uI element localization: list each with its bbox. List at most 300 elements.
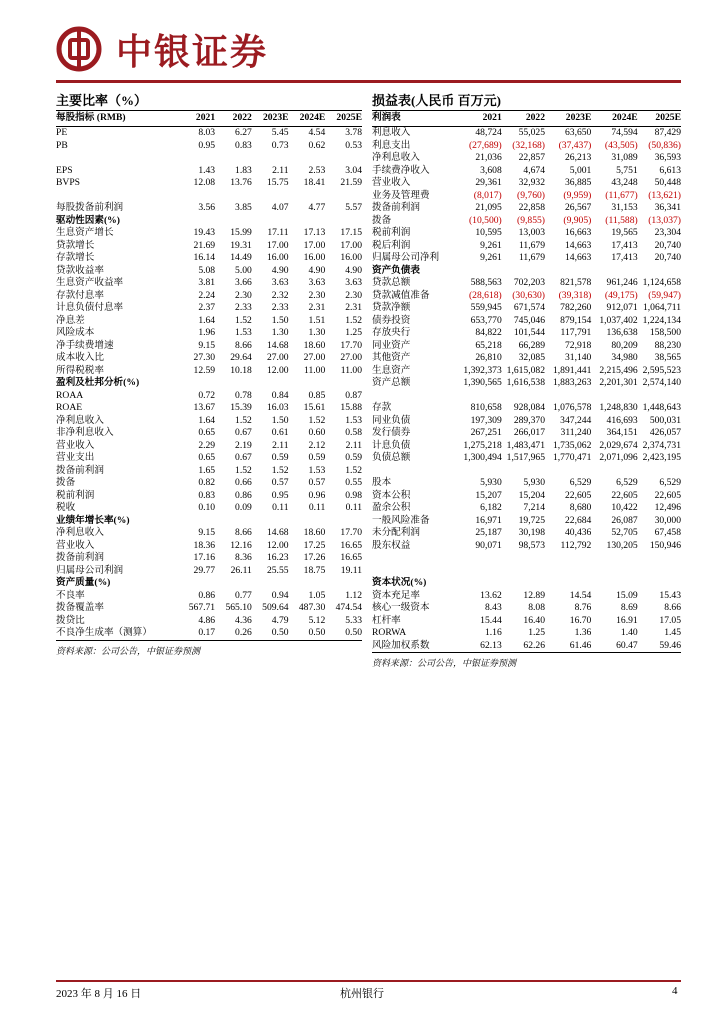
cell-value: 20,740 <box>654 252 681 263</box>
cell-value: 2022 <box>215 111 252 127</box>
cell-value: 55,025 <box>518 127 546 138</box>
table-row <box>56 527 362 540</box>
table-row <box>372 327 681 340</box>
cell-value: 928,084 <box>513 402 546 413</box>
footer-date: 2023 年 8 月 16 日 <box>56 988 142 1000</box>
row-label: 拨备前利润 <box>56 552 104 563</box>
cell-value: 4.90 <box>271 264 289 276</box>
cell-value: 2,374,731 <box>642 439 681 451</box>
table-row <box>56 265 362 278</box>
row-label: 成本收入比 <box>56 352 104 363</box>
cell-value: 2,595,523 <box>642 364 681 376</box>
cell-value: 0.26 <box>215 627 252 640</box>
cell-value: 961,246 <box>606 277 638 288</box>
cell-value: (27,689) <box>468 139 502 151</box>
table-row <box>372 402 681 415</box>
cell-value: 27.00 <box>266 352 289 363</box>
section-heading-row <box>56 215 362 228</box>
cell-value: 0.59 <box>271 452 289 463</box>
cell-value: 5,930 <box>523 477 546 488</box>
cell-value: 16.65 <box>340 539 362 551</box>
cell-value: 1.52 <box>235 314 252 326</box>
cell-value: 12.00 <box>266 539 289 551</box>
cell-value: 2,574,140 <box>642 377 681 388</box>
cell-value: 20,740 <box>654 239 681 251</box>
table-row <box>56 252 362 265</box>
row-label: ROAA <box>56 389 84 401</box>
cell-value: 15.75 <box>266 177 289 188</box>
table-row <box>372 515 681 528</box>
cell-value: 18.60 <box>303 527 326 538</box>
table-row <box>372 290 681 303</box>
cell-value: 1.05 <box>308 589 326 601</box>
cell-value: 29.64 <box>230 352 252 363</box>
row-label: 拨贷比 <box>56 614 85 626</box>
cell-value: 0.17 <box>178 627 215 640</box>
row-label: 同业资产 <box>372 339 411 351</box>
cell-value: 1.50 <box>271 314 289 326</box>
cell-value: 879,154 <box>560 314 592 326</box>
table-row <box>56 540 362 553</box>
table-row <box>56 227 362 240</box>
section-heading: 资产质量(%) <box>56 577 111 588</box>
cell-value: 0.94 <box>271 589 289 601</box>
cell-value: 1.43 <box>198 164 216 176</box>
cell-value: 0.77 <box>235 589 252 601</box>
cell-value: 16.00 <box>340 252 362 263</box>
cell-value: 3.85 <box>235 202 252 213</box>
cell-value: (9,959) <box>563 189 592 201</box>
cell-value: 3.63 <box>271 277 289 288</box>
cell-value: 0.95 <box>198 139 216 151</box>
cell-value: 559,945 <box>470 302 502 313</box>
section-heading-row <box>372 577 681 590</box>
cell-value: 4.77 <box>308 202 326 213</box>
cell-value: 16,663 <box>564 227 592 238</box>
cell-value: 5.12 <box>308 614 326 626</box>
cell-value: 12.16 <box>230 539 252 551</box>
cell-value: 13.76 <box>230 177 252 188</box>
row-label: 资本公积 <box>372 489 411 501</box>
cell-value: 22,605 <box>564 489 592 501</box>
row-label: 核心一级资本 <box>372 602 430 613</box>
cell-value: 0.53 <box>345 139 362 151</box>
cell-value: 80,209 <box>611 339 638 351</box>
cell-value: 16.14 <box>193 252 216 263</box>
cell-value: 702,203 <box>513 277 546 288</box>
cell-value: 27.00 <box>340 352 362 363</box>
cell-value: 4.79 <box>271 614 289 626</box>
cell-value: 8.03 <box>198 127 216 138</box>
cell-value: 17.26 <box>303 552 326 563</box>
cell-value: 3,608 <box>480 164 502 176</box>
cell-value: 500,031 <box>649 414 681 426</box>
cell-value: 1.51 <box>308 314 326 326</box>
row-label: 资本充足率 <box>372 589 420 601</box>
cell-value: 17.05 <box>659 614 681 626</box>
cell-value: 21,036 <box>475 152 502 163</box>
section-heading: 资产负债表 <box>372 264 420 276</box>
cell-value: 15.99 <box>230 227 252 238</box>
table-row <box>56 402 362 415</box>
section-heading: 盈利及杜邦分析(%) <box>56 377 140 388</box>
cell-value: 3.63 <box>345 277 362 288</box>
cell-value: 2.30 <box>235 289 252 301</box>
cell-value: 16.91 <box>616 614 638 626</box>
cell-value: 90,071 <box>475 539 502 551</box>
cell-value: 567.71 <box>188 602 216 613</box>
cell-value: 588,563 <box>470 277 502 288</box>
income-panel <box>372 92 681 669</box>
cell-value: 11,679 <box>518 252 546 263</box>
cell-value: 1,037,402 <box>599 314 638 326</box>
row-label: 每股指标 (RMB) <box>56 111 178 127</box>
cell-value: 9.15 <box>198 527 216 538</box>
cell-value: 2.19 <box>235 439 252 451</box>
cell-value: 12.00 <box>266 364 289 376</box>
table-row <box>372 477 681 490</box>
cell-value: 31,089 <box>611 152 638 163</box>
cell-value: 17.00 <box>340 239 362 251</box>
cell-value: 23,304 <box>654 227 681 238</box>
cell-value: 16.03 <box>266 402 289 413</box>
cell-value: 15,207 <box>475 489 502 501</box>
cell-value: 2.11 <box>272 439 289 451</box>
cell-value: 6.27 <box>235 127 252 138</box>
cell-value: 4,674 <box>523 164 546 176</box>
cell-value: 31,140 <box>564 352 592 363</box>
cell-value: 0.83 <box>198 489 216 501</box>
cell-value: 1.53 <box>345 414 362 426</box>
row-label: 生息资产收益率 <box>56 277 124 288</box>
table-row <box>56 302 362 315</box>
cell-value: 38,565 <box>654 352 681 363</box>
table-row <box>372 340 681 353</box>
cell-value: 1.52 <box>235 414 252 426</box>
row-label: 未分配利润 <box>372 527 420 538</box>
cell-value: 2.29 <box>198 439 216 451</box>
table-row <box>372 140 681 153</box>
cell-value: 0.87 <box>345 389 362 401</box>
cell-value: 25,187 <box>475 527 502 538</box>
cell-value: 13,003 <box>518 227 546 238</box>
table-row <box>372 440 681 453</box>
cell-value: 1.53 <box>308 464 326 476</box>
cell-value: 1,248,830 <box>599 402 638 413</box>
row-label: 生息资产增长 <box>56 227 114 238</box>
cell-value: 1.25 <box>345 327 362 338</box>
cell-value: 2021 <box>459 111 502 127</box>
row-label: 不良率 <box>56 589 85 601</box>
table-row <box>56 140 362 153</box>
row-label: ROAE <box>56 402 83 413</box>
cell-value: 65,218 <box>475 339 502 351</box>
cell-value: 1,616,538 <box>506 377 546 388</box>
cell-value: 0.11 <box>308 502 326 513</box>
cell-value: 1.52 <box>308 414 326 426</box>
cell-value: 1,735,062 <box>552 439 592 451</box>
cell-value: 22,605 <box>654 489 681 501</box>
table-row <box>372 452 681 465</box>
cell-value: 2.11 <box>345 439 362 451</box>
cell-value: 11,679 <box>518 239 546 251</box>
cell-value: 17,413 <box>611 252 638 263</box>
cell-value: 1,390,565 <box>463 377 502 388</box>
table-row <box>56 590 362 603</box>
cell-value: 8.66 <box>235 339 252 351</box>
cell-value: (37,437) <box>558 139 592 151</box>
cell-value: 2.30 <box>308 289 326 301</box>
cell-value: 32,932 <box>518 177 546 188</box>
cell-value: 821,578 <box>560 277 592 288</box>
cell-value: (10,500) <box>468 214 502 226</box>
cell-value: (11,677) <box>605 189 638 201</box>
cell-value: 10,422 <box>611 502 638 513</box>
table-row <box>372 165 681 178</box>
cell-value: 1.52 <box>235 464 252 476</box>
cell-value: 0.57 <box>271 477 289 488</box>
table-row <box>56 240 362 253</box>
cell-value: (30,630) <box>512 289 546 301</box>
cell-value: 0.60 <box>308 427 326 438</box>
table-row <box>56 202 362 215</box>
cell-value: 2,201,301 <box>599 377 638 388</box>
table-row <box>56 440 362 453</box>
cell-value: 136,638 <box>606 327 638 338</box>
cell-value: 4.36 <box>235 614 252 626</box>
cell-value: (43,505) <box>604 139 638 151</box>
cell-value: 289,370 <box>513 414 546 426</box>
cell-value: 30,198 <box>518 527 546 538</box>
cell-value: 59.46 <box>638 640 681 653</box>
cell-value: 1,224,134 <box>642 314 681 326</box>
row-label: RORWA <box>372 627 407 638</box>
cell-value: 14.68 <box>266 527 289 538</box>
cell-value: 88,230 <box>654 339 681 351</box>
row-label: 资产总额 <box>372 377 411 388</box>
row-label: 净利息收入 <box>56 414 104 426</box>
page-header <box>56 26 681 76</box>
cell-value: 347,244 <box>560 414 592 426</box>
cell-value: 1,615,082 <box>506 364 546 376</box>
cell-value: 2022 <box>502 111 545 127</box>
cell-value: 0.96 <box>308 489 326 501</box>
cell-value: 17.00 <box>266 239 289 251</box>
cell-value: 19.43 <box>193 227 216 238</box>
cell-value: 5,751 <box>616 164 638 176</box>
cell-value: 1,883,263 <box>552 377 592 388</box>
cell-value: 4.07 <box>271 202 289 213</box>
table-row <box>372 602 681 615</box>
cell-value: 0.83 <box>235 139 252 151</box>
cell-value: 14.49 <box>230 252 252 263</box>
table-row <box>56 452 362 465</box>
cell-value: 1.83 <box>235 164 252 176</box>
section-heading-row <box>56 515 362 528</box>
cell-value: 1,275,218 <box>463 439 502 451</box>
row-label: 税前利润 <box>56 489 95 501</box>
cell-value: 2.12 <box>308 439 326 451</box>
cell-value: 1,124,658 <box>642 277 681 288</box>
cell-value: 43,248 <box>611 177 638 188</box>
section-heading-row <box>372 265 681 278</box>
table-row <box>372 277 681 290</box>
table-row <box>56 127 362 140</box>
row-label: 净利息收入 <box>372 152 420 163</box>
cell-value: 72,918 <box>564 339 592 351</box>
cell-value: 0.59 <box>308 452 326 463</box>
cell-value: 26,213 <box>564 152 592 163</box>
table-row <box>56 327 362 340</box>
cell-value: 5.00 <box>235 264 252 276</box>
table-row <box>372 615 681 628</box>
cell-value: 0.86 <box>235 489 252 501</box>
cell-value: 18.41 <box>303 177 326 188</box>
cell-value: 15.88 <box>340 402 362 413</box>
table-row <box>56 352 362 365</box>
cell-value: 16.00 <box>303 252 326 263</box>
row-label: 存款 <box>372 402 392 413</box>
cell-value: 6,613 <box>659 164 681 176</box>
table-row <box>372 315 681 328</box>
row-label: 营业收入 <box>56 539 95 551</box>
row-label: 每股拨备前利润 <box>56 202 124 213</box>
cell-value: 0.59 <box>345 452 362 463</box>
footer-page-number: 4 <box>672 985 678 997</box>
table-row <box>372 152 681 165</box>
cell-value: 1.40 <box>620 627 638 638</box>
cell-value: 0.82 <box>198 477 216 488</box>
cell-value: 6,529 <box>569 477 592 488</box>
cell-value: 487.30 <box>298 602 326 613</box>
table-row <box>372 590 681 603</box>
row-label: 生息资产 <box>372 364 411 376</box>
cell-value: 1.50 <box>271 414 289 426</box>
cell-value: 3.66 <box>235 277 252 288</box>
cell-value: 4.90 <box>345 264 362 276</box>
table-row <box>56 415 362 428</box>
cell-value: 19,565 <box>611 227 638 238</box>
cell-value: 3.04 <box>345 164 362 176</box>
cell-value: 0.62 <box>308 139 326 151</box>
row-label: 税收 <box>56 502 76 513</box>
cell-value: 0.66 <box>235 477 252 488</box>
cell-value: 40,436 <box>564 527 592 538</box>
cell-value: 810,658 <box>470 402 502 413</box>
cell-value: 31,153 <box>611 202 638 213</box>
cell-value: 14,663 <box>564 252 592 263</box>
row-label: 净利息收入 <box>56 527 104 538</box>
cell-value: 0.55 <box>345 477 362 488</box>
cell-value: 2024E <box>591 111 637 127</box>
cell-value: 12.08 <box>193 177 216 188</box>
cell-value: 5.33 <box>345 614 362 626</box>
cell-value: (11,588) <box>605 214 638 226</box>
cell-value: 5.57 <box>345 202 362 213</box>
table-row <box>372 127 681 140</box>
cell-value: 26.11 <box>230 564 252 576</box>
row-label: 贷款增长 <box>56 239 95 251</box>
cell-value: 12.89 <box>523 589 546 601</box>
cell-value: 2.37 <box>198 302 216 313</box>
cell-value: 267,251 <box>470 427 502 438</box>
cell-value: 17,413 <box>611 239 638 251</box>
table-row <box>372 352 681 365</box>
table-row <box>56 552 362 565</box>
row-label: 拨备覆盖率 <box>56 602 104 613</box>
row-label: 营业收入 <box>372 177 411 188</box>
cell-value: 19.11 <box>340 564 362 576</box>
cell-value: 1.25 <box>528 627 546 638</box>
cell-value: 17.70 <box>340 339 362 351</box>
cell-value: 2023E <box>252 111 289 127</box>
income-title: 损益表(人民币 百万元) <box>372 92 681 111</box>
cell-value: (8,017) <box>473 189 502 201</box>
cell-value: 21,095 <box>475 202 502 213</box>
cell-value: 0.67 <box>235 452 252 463</box>
cell-value: 9.15 <box>198 339 216 351</box>
cell-value: 60.47 <box>591 640 637 653</box>
row-label: 债券投资 <box>372 314 411 326</box>
cell-value: 27.00 <box>303 352 326 363</box>
cell-value: 1,517,965 <box>506 452 546 463</box>
cell-value: 2.33 <box>271 302 289 313</box>
cell-value: 18.75 <box>303 564 326 576</box>
cell-value: 0.95 <box>271 489 289 501</box>
cell-value: 5.45 <box>271 127 289 138</box>
row-label: 营业收入 <box>56 439 95 451</box>
cell-value: 15.39 <box>230 402 252 413</box>
cell-value: 26,567 <box>564 202 592 213</box>
row-label: 净息差 <box>56 314 85 326</box>
cell-value: 1.53 <box>235 327 252 338</box>
cell-value: (39,318) <box>558 289 592 301</box>
cell-value: 1.36 <box>574 627 592 638</box>
table-header-row <box>372 111 681 127</box>
cell-value: 62.13 <box>459 640 502 653</box>
spacer-row <box>372 565 681 578</box>
row-label: 负债总额 <box>372 452 411 463</box>
cell-value: 0.73 <box>271 139 289 151</box>
cell-value: 565.10 <box>225 602 252 613</box>
cell-value: 0.50 <box>289 627 326 640</box>
footer-rule <box>56 980 681 982</box>
boc-logo-icon <box>56 26 102 72</box>
table-row <box>372 177 681 190</box>
cell-value: 1,064,711 <box>642 302 681 313</box>
cell-value: 14,663 <box>564 239 592 251</box>
cell-value: 13.62 <box>480 589 502 601</box>
cell-value: 0.61 <box>271 427 289 438</box>
cell-value: 7,214 <box>523 502 546 513</box>
row-label: 拨备前利润 <box>56 464 104 476</box>
cell-value: 150,946 <box>649 539 681 551</box>
table-row <box>372 490 681 503</box>
cell-value: 2024E <box>289 111 326 127</box>
cell-value: 12,496 <box>654 502 681 513</box>
row-label: 所得税税率 <box>56 364 104 376</box>
row-label: PE <box>56 127 68 138</box>
table-row <box>56 602 362 615</box>
cell-value: 16.65 <box>340 552 362 563</box>
table-row <box>372 365 681 378</box>
table-row <box>372 415 681 428</box>
row-label: 存款增长 <box>56 252 95 263</box>
cell-value: 2.53 <box>308 164 326 176</box>
row-label: EPS <box>56 164 73 176</box>
cell-value: 158,500 <box>649 327 681 338</box>
cell-value: 2,071,096 <box>599 452 638 463</box>
